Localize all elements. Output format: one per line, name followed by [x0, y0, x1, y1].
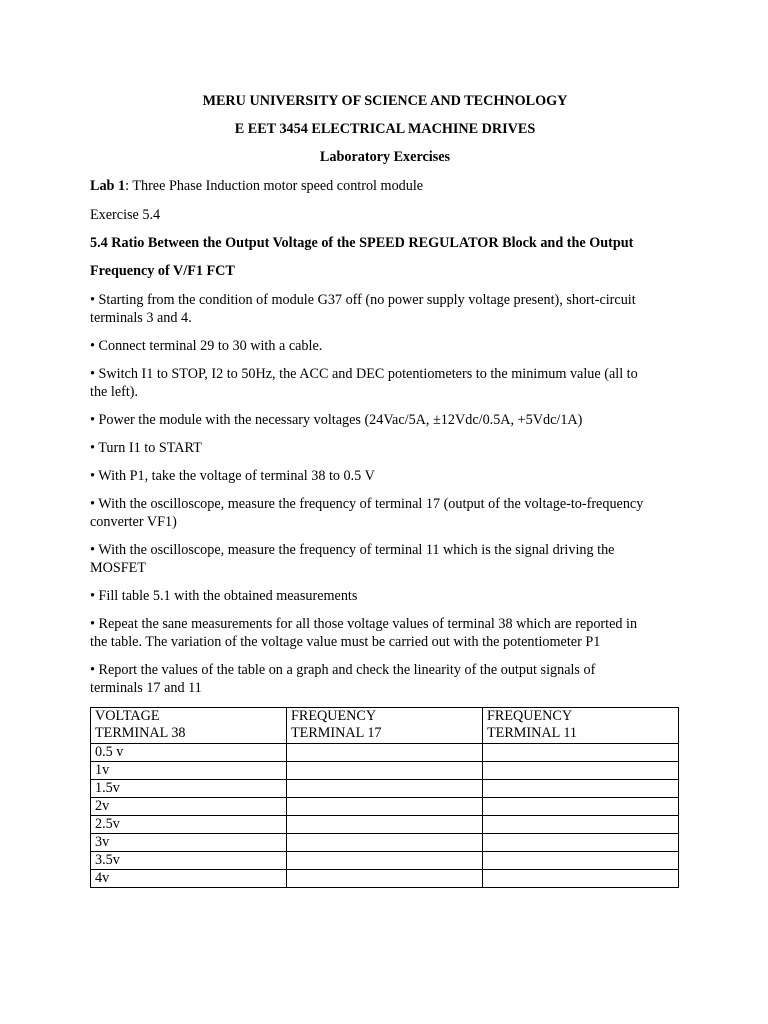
- section-heading-line-2: Frequency of V/F1 FCT: [90, 263, 235, 279]
- step-10: [90, 615, 680, 651]
- step-2-line-1: • Connect terminal 29 to 30 with a cable.: [90, 338, 323, 354]
- step-3-line-2: the left).: [90, 384, 139, 400]
- frequency-11-cell: [483, 870, 679, 888]
- voltage-cell: 3.5v: [91, 852, 287, 870]
- frequency-17-cell: [287, 834, 483, 852]
- step-10-line-1: • Repeat the sane measurements for all those voltage values of terminal 38 which are reported in: [90, 616, 638, 632]
- step-11-line-2: terminals 17 and 11: [90, 680, 202, 696]
- step-2: [90, 337, 680, 355]
- step-5: [90, 439, 680, 457]
- header-frequency-11-line-1: FREQUENCY: [487, 708, 573, 724]
- step-1-line-1: • Starting from the condition of module G37 off (no power supply voltage present), short-circuit: [90, 292, 636, 308]
- lab-exercises-title: Laboratory Exercises: [319, 149, 451, 165]
- voltage-cell: 1.5v: [91, 780, 287, 798]
- voltage-cell: 1v: [91, 762, 287, 780]
- frequency-11-cell: [483, 744, 679, 762]
- header-voltage-line-2: TERMINAL 38: [95, 725, 186, 741]
- step-4-line-1: • Power the module with the necessary voltages (24Vac/5A, ±12Vdc/0.5A, +5Vdc/1A): [90, 412, 583, 428]
- voltage-cell: 0.5 v: [91, 744, 287, 762]
- course-title: E EET 3454 ELECTRICAL MACHINE DRIVES: [234, 121, 536, 137]
- header-voltage-line-1: VOLTAGE: [95, 708, 160, 724]
- step-6: [90, 467, 680, 485]
- frequency-11-cell: [483, 762, 679, 780]
- frequency-11-cell: [483, 816, 679, 834]
- header-voltage-terminal-38: [91, 708, 287, 744]
- frequency-11-cell: [483, 780, 679, 798]
- frequency-17-cell: [287, 744, 483, 762]
- frequency-11-cell: [483, 834, 679, 852]
- step-7-line-1: • With the oscilloscope, measure the frequency of terminal 17 (output of the voltage-to-frequency: [90, 496, 644, 512]
- lab-line: [90, 177, 680, 195]
- step-5-line-1: • Turn I1 to START: [90, 440, 202, 456]
- table-row: [91, 834, 679, 852]
- frequency-17-cell: [287, 762, 483, 780]
- voltage-cell: 2v: [91, 798, 287, 816]
- voltage-cell: 2.5v: [91, 816, 287, 834]
- header-frequency-terminal-17: [287, 708, 483, 744]
- table-header-row: [91, 708, 679, 744]
- table-row: [91, 798, 679, 816]
- frequency-11-cell: [483, 852, 679, 870]
- step-9-line-1: • Fill table 5.1 with the obtained measurements: [90, 588, 358, 604]
- step-10-line-2: the table. The variation of the voltage value must be carried out with the potentiometer P1: [90, 634, 601, 650]
- measurement-table: [90, 707, 679, 888]
- step-8-line-2: MOSFET: [90, 560, 146, 576]
- voltage-cell: 3v: [91, 834, 287, 852]
- step-7-line-2: converter VF1): [90, 514, 177, 530]
- step-1-line-2: terminals 3 and 4.: [90, 310, 192, 326]
- step-8-line-1: • With the oscilloscope, measure the frequency of terminal 11 which is the signal driving the: [90, 542, 615, 558]
- header-frequency-17-line-1: FREQUENCY: [291, 708, 377, 724]
- table-row: [91, 762, 679, 780]
- step-11: [90, 661, 680, 697]
- frequency-17-cell: [287, 870, 483, 888]
- table-row: [91, 852, 679, 870]
- frequency-17-cell: [287, 816, 483, 834]
- table-row: [91, 870, 679, 888]
- header-frequency-17-line-2: TERMINAL 17: [291, 725, 382, 741]
- header-frequency-11-line-2: TERMINAL 11: [487, 725, 577, 741]
- step-9: [90, 587, 680, 605]
- voltage-cell: 4v: [91, 870, 287, 888]
- frequency-11-cell: [483, 798, 679, 816]
- table-row: [91, 816, 679, 834]
- table-row: [91, 780, 679, 798]
- exercise-label: Exercise 5.4: [90, 207, 161, 223]
- step-8: [90, 541, 680, 577]
- lab-title: : Three Phase Induction motor speed control module: [125, 178, 424, 194]
- lab-label: Lab 1: [90, 178, 126, 194]
- section-heading-line-1: 5.4 Ratio Between the Output Voltage of the SPEED REGULATOR Block and the Output: [90, 235, 634, 251]
- step-6-line-1: • With P1, take the voltage of terminal 38 to 0.5 V: [90, 468, 375, 484]
- step-3: [90, 365, 680, 401]
- frequency-17-cell: [287, 780, 483, 798]
- step-3-line-1: • Switch I1 to STOP, I2 to 50Hz, the ACC and DEC potentiometers to the minimum value (all to: [90, 366, 638, 382]
- university-title: MERU UNIVERSITY OF SCIENCE AND TECHNOLOGY: [202, 93, 568, 109]
- table-row: [91, 744, 679, 762]
- frequency-17-cell: [287, 798, 483, 816]
- step-11-line-1: • Report the values of the table on a graph and check the linearity of the output signals of: [90, 662, 596, 678]
- step-1: [90, 291, 680, 327]
- header-frequency-terminal-11: [483, 708, 679, 744]
- frequency-17-cell: [287, 852, 483, 870]
- step-7: [90, 495, 680, 531]
- step-4: [90, 411, 680, 429]
